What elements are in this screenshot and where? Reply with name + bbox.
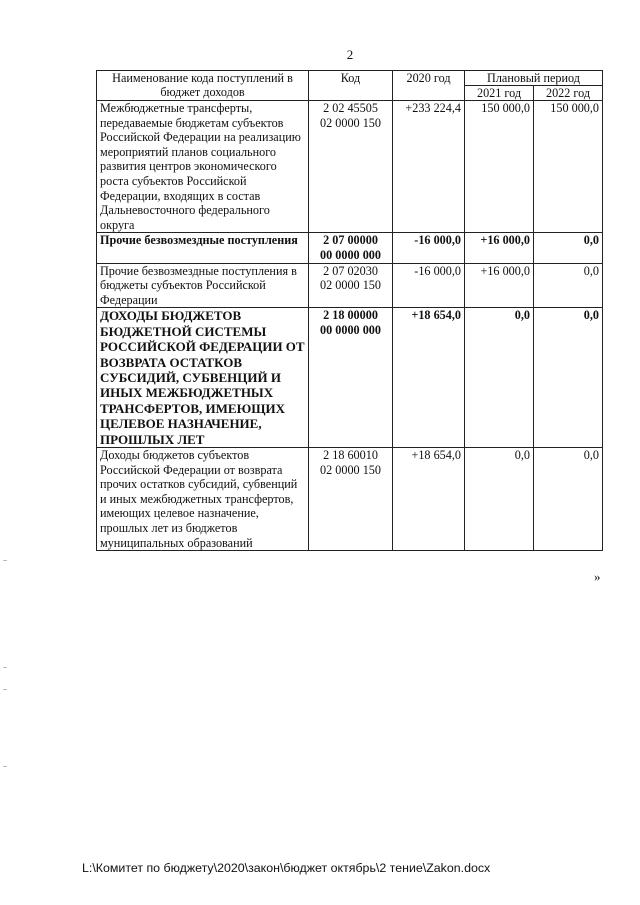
scan-artifact (3, 667, 7, 668)
table-row (97, 101, 603, 233)
row-value-2021: 0,0 (465, 308, 534, 448)
row-name: Межбюджетные трансферты, передаваемые бюджетам субъектов Российской Федерации на реализацию мероприятий планов социального развития центров экономического роста субъектов Российской Федерации, входящих в состав Дальневосточного федерального округа (97, 101, 309, 233)
row-value-2020: -16 000,0 (393, 263, 465, 308)
row-value-2021: +16 000,0 (465, 263, 534, 308)
row-value-2020: +18 654,0 (393, 308, 465, 448)
row-code: 2 18 00000 00 0000 000 (309, 308, 393, 448)
row-code: 2 02 45505 02 0000 150 (309, 101, 393, 233)
row-value-2021: 150 000,0 (465, 101, 534, 233)
header-planning-period: Плановый период (465, 71, 603, 86)
page-number: 2 (346, 47, 354, 62)
row-value-2022: 0,0 (534, 308, 603, 448)
row-value-2022: 0,0 (534, 263, 603, 308)
row-value-2022: 150 000,0 (534, 101, 603, 233)
row-value-2020: +233 224,4 (393, 101, 465, 233)
row-name: Прочие безвозмездные поступления в бюджеты субъектов Российской Федерации (97, 263, 309, 308)
scan-artifact (3, 560, 7, 561)
table-row (97, 263, 603, 308)
table-row (97, 447, 603, 550)
scan-artifact (3, 689, 7, 690)
header-code: Код (309, 71, 393, 101)
row-name: Прочие безвозмездные поступления (97, 233, 309, 263)
row-code: 2 18 60010 02 0000 150 (309, 447, 393, 550)
row-value-2022: 0,0 (534, 447, 603, 550)
row-code: 2 07 00000 00 0000 000 (309, 233, 393, 263)
scan-artifact (3, 766, 7, 767)
footer-file-path: L:\Комитет по бюджету\2020\закон\бюджет октябрь\2 тение\Zakon.docx (82, 861, 491, 875)
budget-revenue-table (96, 70, 603, 551)
row-value-2020: -16 000,0 (393, 233, 465, 263)
closing-quote: » (594, 569, 601, 584)
row-name: Доходы бюджетов субъектов Российской Федерации от возврата прочих остатков субсидий, субвенций и иных межбюджетных трансфертов, имеющих целевое назначение, прошлых лет из бюджетов муниципальных образований (97, 447, 309, 550)
row-name: ДОХОДЫ БЮДЖЕТОВ БЮДЖЕТНОЙ СИСТЕМЫ РОССИЙСКОЙ ФЕДЕРАЦИИ ОТ ВОЗВРАТА ОСТАТКОВ СУБСИДИЙ, СУБВЕНЦИЙ И ИНЫХ МЕЖБЮДЖЕТНЫХ ТРАНСФЕРТОВ, ИМЕЮЩИХ ЦЕЛЕВОЕ НАЗНАЧЕНИЕ, ПРОШЛЫХ ЛЕТ (97, 308, 309, 448)
row-value-2020: +18 654,0 (393, 447, 465, 550)
header-revenue-name: Наименование кода поступлений в бюджет доходов (97, 71, 309, 101)
row-value-2022: 0,0 (534, 233, 603, 263)
table-row (97, 233, 603, 263)
header-2020: 2020 год (393, 71, 465, 101)
row-value-2021: 0,0 (465, 447, 534, 550)
header-2022: 2022 год (534, 86, 603, 101)
table-row (97, 308, 603, 448)
row-value-2021: +16 000,0 (465, 233, 534, 263)
header-2021: 2021 год (465, 86, 534, 101)
row-code: 2 07 02030 02 0000 150 (309, 263, 393, 308)
